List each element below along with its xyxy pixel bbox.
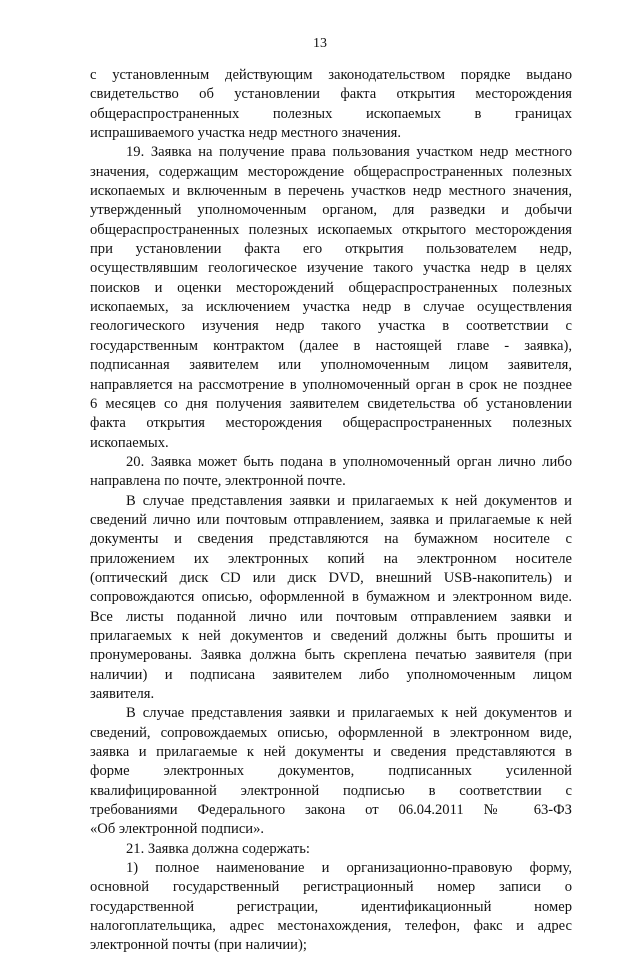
paragraph [90, 66, 572, 143]
text-line: ископаемых и включенным в перечень участков недр местного значения, [90, 183, 572, 200]
text-line: ископаемых, за исключением участка недр в случае осуществления [90, 299, 572, 316]
text-line: В случае представления заявки и прилагаемых к ней документов и [126, 705, 572, 722]
text-line: 21. Заявка должна содержать: [126, 840, 310, 857]
text-line: государственным контрактом (далее в настоящей главе - заявка), [90, 337, 572, 354]
text-line: прилагаемых к ней документов и сведений должны быть прошиты и [90, 627, 572, 644]
text-line: направляется на рассмотрение в уполномоченный орган в срок не позднее [90, 376, 572, 393]
paragraph [90, 840, 572, 859]
paragraph [90, 704, 572, 839]
text-line: общераспространенных полезных ископаемых открытого месторождения [90, 221, 572, 238]
text-line: документы и сведения представляются на бумажном носителе с [90, 531, 572, 548]
text-line: заявка и прилагаемые к ней документы и сведения представляются в [90, 744, 572, 761]
text-line: государственной регистрации, идентификационный номер [90, 898, 572, 915]
paragraph [90, 492, 572, 705]
text-line: ископаемых. [90, 434, 169, 451]
text-line: требованиями Федерального закона от 06.04.2011 № 63-ФЗ [90, 802, 572, 819]
text-line: испрашиваемого участка недр местного значения. [90, 125, 401, 142]
text-line: Все листы поданной лично или почтовым отправлением заявки и [90, 608, 572, 625]
text-line: электронной почты (при наличии); [90, 937, 307, 954]
text-line: пронумерованы. Заявка должна быть скреплена печатью заявителя (при [90, 647, 572, 664]
text-line: с установленным действующим законодательством порядке выдано [90, 67, 572, 83]
text-line: 1) полное наименование и организационно-правовую форму, [126, 860, 572, 877]
paragraph [90, 453, 572, 492]
text-line: значения, содержащим месторождение общераспространенных полезных [90, 163, 572, 180]
text-line: подписанная заявителем или уполномоченным лицом заявителя, [90, 357, 572, 374]
text-line: сведений, сопровождаемых описью, оформленной в электронном виде, [90, 724, 572, 741]
text-line: (оптический диск CD или диск DVD, внешний USB-накопитель) и [90, 569, 572, 586]
text-line: квалифицированной электронной подписью в соответствии с [90, 782, 572, 799]
text-line: свидетельство об установлении факта открытия месторождения [90, 86, 572, 103]
text-line: В случае представления заявки и прилагаемых к ней документов и [126, 492, 572, 509]
paragraph [90, 859, 572, 956]
text-line: осуществлявшим геологическое изучение такого участка недр в целях [90, 260, 572, 277]
text-line: налогоплательщика, адрес местонахождения, телефон, факс и адрес [90, 918, 572, 935]
text-line: общераспространенных полезных ископаемых в границах [90, 105, 572, 122]
text-line: утвержденный уполномоченным органом, для разведки и добычи [90, 202, 572, 219]
text-line: 6 месяцев со дня получения заявителем свидетельства об установлении [90, 395, 572, 412]
text-line: наличии) и подписана заявителем либо уполномоченным лицом [90, 666, 572, 683]
text-line: направлена по почте, электронной почте. [90, 473, 346, 490]
page-number: 13 [313, 36, 327, 51]
text-line: факта открытия месторождения общераспространенных полезных [90, 415, 572, 432]
text-line: сведений лично или почтовым отправлением, заявка и прилагаемые к ней [90, 511, 572, 528]
text-line: «Об электронной подписи». [90, 821, 265, 838]
paragraph [90, 143, 572, 453]
text-line: при установлении факта его открытия пользователем недр, [90, 241, 572, 258]
document-body [90, 66, 572, 956]
text-line: сопровождаются описью, оформленной в бумажном и электронном виде. [90, 589, 572, 606]
text-line: приложением их электронных копий на электронном носителе [90, 550, 572, 567]
text-line: основной государственный регистрационный номер записи о [90, 879, 572, 896]
text-line: заявителя. [90, 686, 155, 702]
text-line: поисков и оценки месторождений общераспространенных полезных [90, 279, 572, 296]
text-line: 19. Заявка на получение права пользования участком недр местного [126, 144, 572, 161]
text-line: форме электронных документов, подписанных усиленной [90, 763, 572, 780]
text-line: 20. Заявка может быть подана в уполномоченный орган лично либо [126, 453, 572, 470]
text-line: геологического изучения недр такого участка в соответствии с [90, 318, 572, 335]
